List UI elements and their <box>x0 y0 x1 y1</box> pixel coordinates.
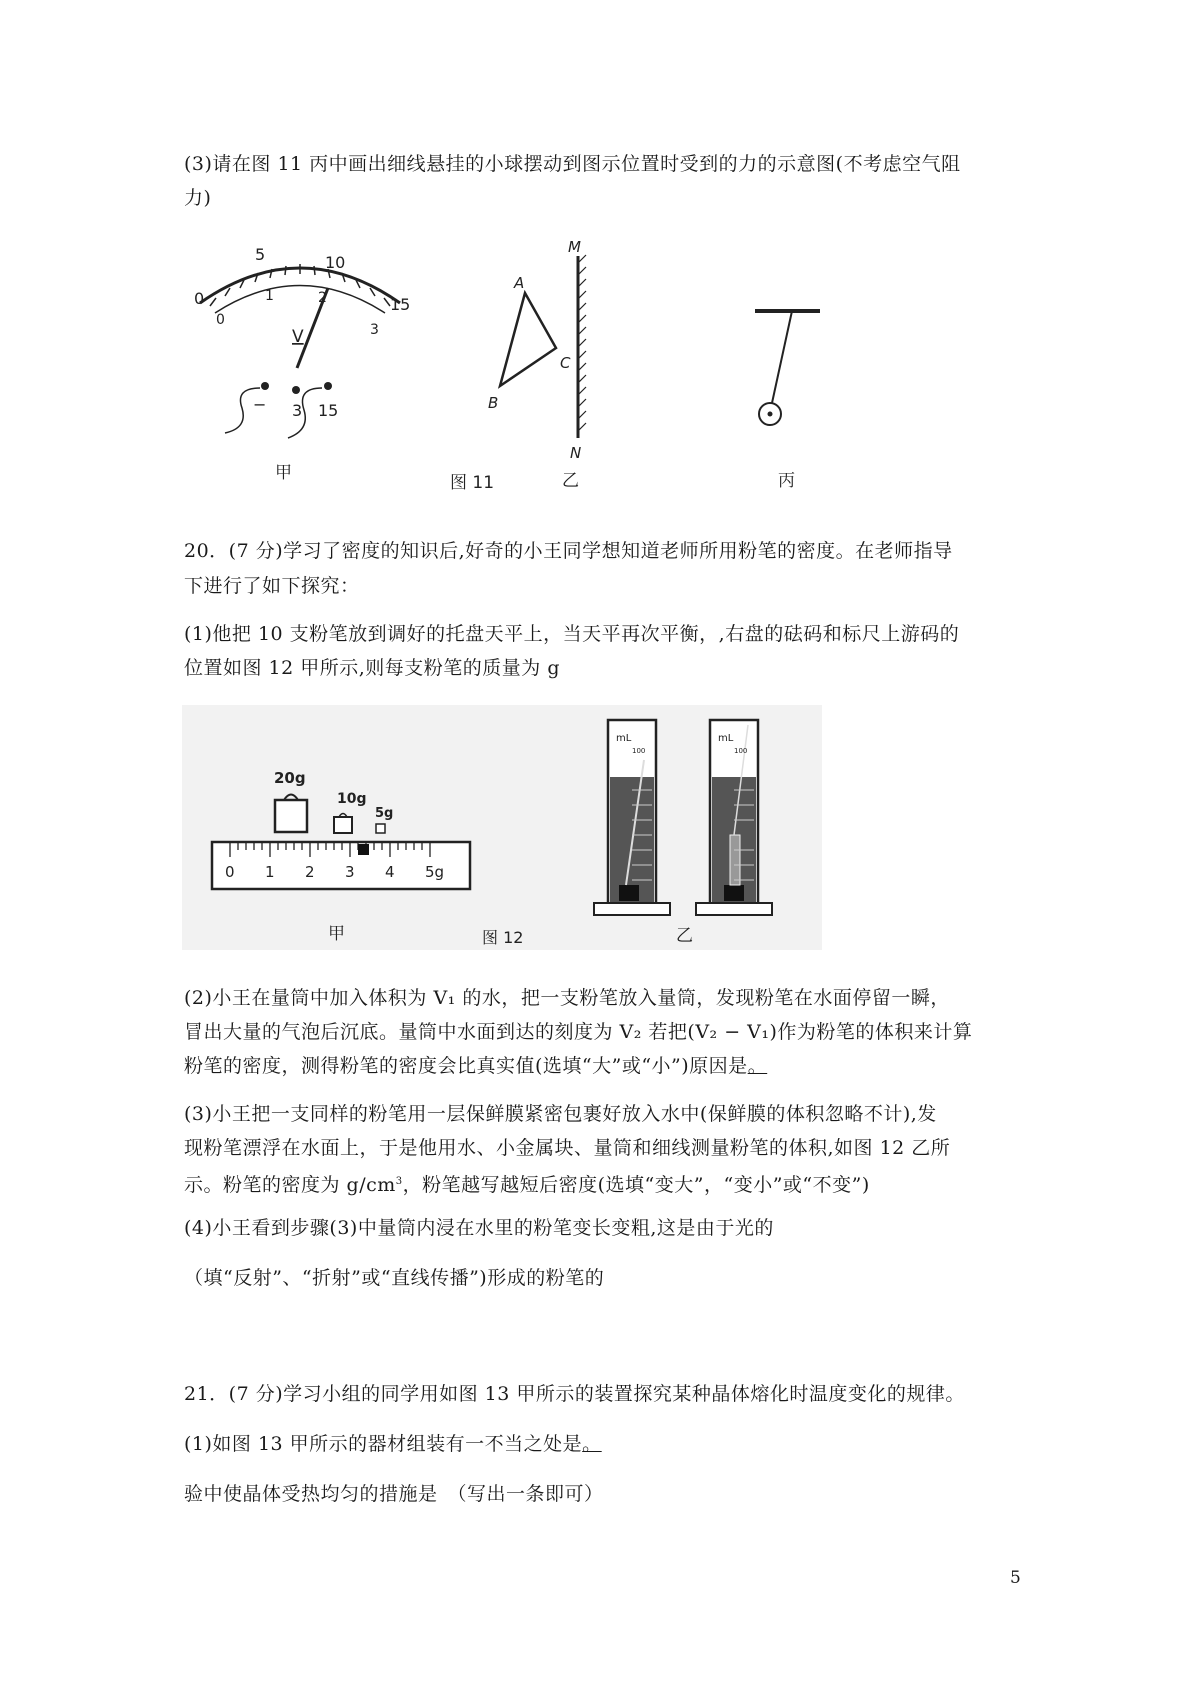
label-jia-fig12: 甲 <box>328 924 345 944</box>
q20-p3-line1: (3)小王把一支同样的粉笔用一层保鲜膜紧密包裹好放入水中(保鲜膜的体积忽略不计),发 <box>184 1103 937 1125</box>
point-N: N <box>570 444 582 462</box>
meter-upper-0: 0 <box>194 289 205 308</box>
balance-weights-diagram <box>212 769 523 947</box>
q20-p3-line3: 示。粉笔的密度为 $g/cm^3$，粉笔越写越短后密度(选填“变大”，“变小”或“不变”) <box>184 1174 870 1196</box>
meter-upper-15: 15 <box>390 295 411 314</box>
pendulum-diagram <box>755 311 820 491</box>
q20-p2-line1: (2)小王在量筒中加入体积为 V₁ 的水，把一支粉笔放入量筒，发现粉笔在水面停留一瞬， <box>184 987 950 1009</box>
figure-11 <box>180 238 900 503</box>
terminal-15: 15 <box>318 401 339 420</box>
meter-lower-1: 1 <box>265 288 274 304</box>
cylinder-left <box>594 720 670 915</box>
meter-lower-2: 2 <box>318 290 327 306</box>
meter-upper-10: 10 <box>325 253 346 272</box>
ruler-1: 1 <box>265 863 275 881</box>
weight-10g: 10g <box>337 791 367 807</box>
q21-intro: 21．(7 分)学习小组的同学用如图 13 甲所示的装置探究某种晶体熔化时温度变化的规律。 <box>184 1383 965 1405</box>
q20-p1-line1: (1)他把 10 支粉笔放到调好的托盘天平上，当天平再次平衡，,右盘的砝码和标尺上游码的 <box>184 623 960 645</box>
ruler-3: 3 <box>345 863 355 881</box>
fig12-caption: 图 12 <box>482 928 524 947</box>
q20-intro-line2: 下进行了如下探究： <box>184 575 360 597</box>
voltmeter-diagram <box>194 245 410 483</box>
ruler-0: 0 <box>225 863 235 881</box>
label-jia-fig11: 甲 <box>275 463 292 483</box>
point-B: B <box>488 394 499 412</box>
q19-3-line1: (3)请在图 11 丙中画出细线悬挂的小球摆动到图示位置时受到的力的示意图(不考虑空气阻 <box>184 153 961 175</box>
q20-p3-line2: 现粉笔漂浮在水面上，于是他用水、小金属块、量筒和细线测量粉笔的体积,如图 12 乙所 <box>184 1137 951 1159</box>
terminal-3: 3 <box>292 401 303 420</box>
terminal-neg: − <box>253 395 267 414</box>
cylinder-left-unit: mL <box>616 733 632 744</box>
meter-upper-5: 5 <box>255 245 266 264</box>
ruler-4: 4 <box>385 863 395 881</box>
ruler-5g: 5g <box>425 863 445 881</box>
cylinder-right-top: 100 <box>734 747 748 755</box>
cylinder-right-unit: mL <box>718 733 734 744</box>
q20-p2-line2: 冒出大量的气泡后沉底。量筒中水面到达的刻度为 V₂ 若把(V₂ − V₁)作为粉笔的体积来计算 <box>184 1021 973 1043</box>
figure-12 <box>182 705 822 950</box>
ruler-2: 2 <box>305 863 315 881</box>
weight-20g: 20g <box>274 769 306 787</box>
q19-3-line2: 力) <box>184 187 212 209</box>
point-A: A <box>514 274 525 292</box>
q21-p1: (1)如图 13 甲所示的器材组装有一不当之处是。 <box>184 1433 602 1455</box>
q21-p2: 验中使晶体受热均匀的措施是 （写出一条即可） <box>184 1483 604 1505</box>
point-C: C <box>560 354 571 372</box>
label-yi-fig12: 乙 <box>676 926 693 946</box>
point-M: M <box>568 238 581 256</box>
q20-p4-line2: （填“反射”、“折射”或“直线传播”)形成的粉笔的 <box>184 1267 605 1289</box>
weight-5g: 5g <box>375 806 394 821</box>
cylinder-right <box>696 720 772 915</box>
label-bing-fig11: 丙 <box>778 471 795 491</box>
label-yi-fig11: 乙 <box>562 471 579 491</box>
mirror-diagram <box>450 238 586 493</box>
q21-p1-answer-blank[interactable]: 。 <box>582 1433 602 1455</box>
meter-lower-3: 3 <box>370 322 379 338</box>
q20-p1-line2: 位置如图 12 甲所示,则每支粉笔的质量为 g <box>184 657 560 679</box>
meter-unit: V <box>292 327 304 347</box>
q20-p2-answer-blank[interactable]: 。 <box>747 1055 768 1077</box>
meter-lower-0: 0 <box>216 312 225 328</box>
q20-p2-line3: 粉笔的密度，测得粉笔的密度会比真实值(选填“大”或“小”)原因是。 <box>184 1055 768 1077</box>
page-number: 5 <box>1010 1568 1021 1588</box>
fig11-caption: 图 11 <box>450 473 495 493</box>
q20-p4-line1: (4)小王看到步骤(3)中量筒内浸在水里的粉笔变长变粗,这是由于光的 <box>184 1217 774 1239</box>
q20-intro-line1: 20．(7 分)学习了密度的知识后,好奇的小王同学想知道老师所用粉笔的密度。在老师指导 <box>184 540 953 562</box>
cylinder-left-top: 100 <box>632 747 646 755</box>
